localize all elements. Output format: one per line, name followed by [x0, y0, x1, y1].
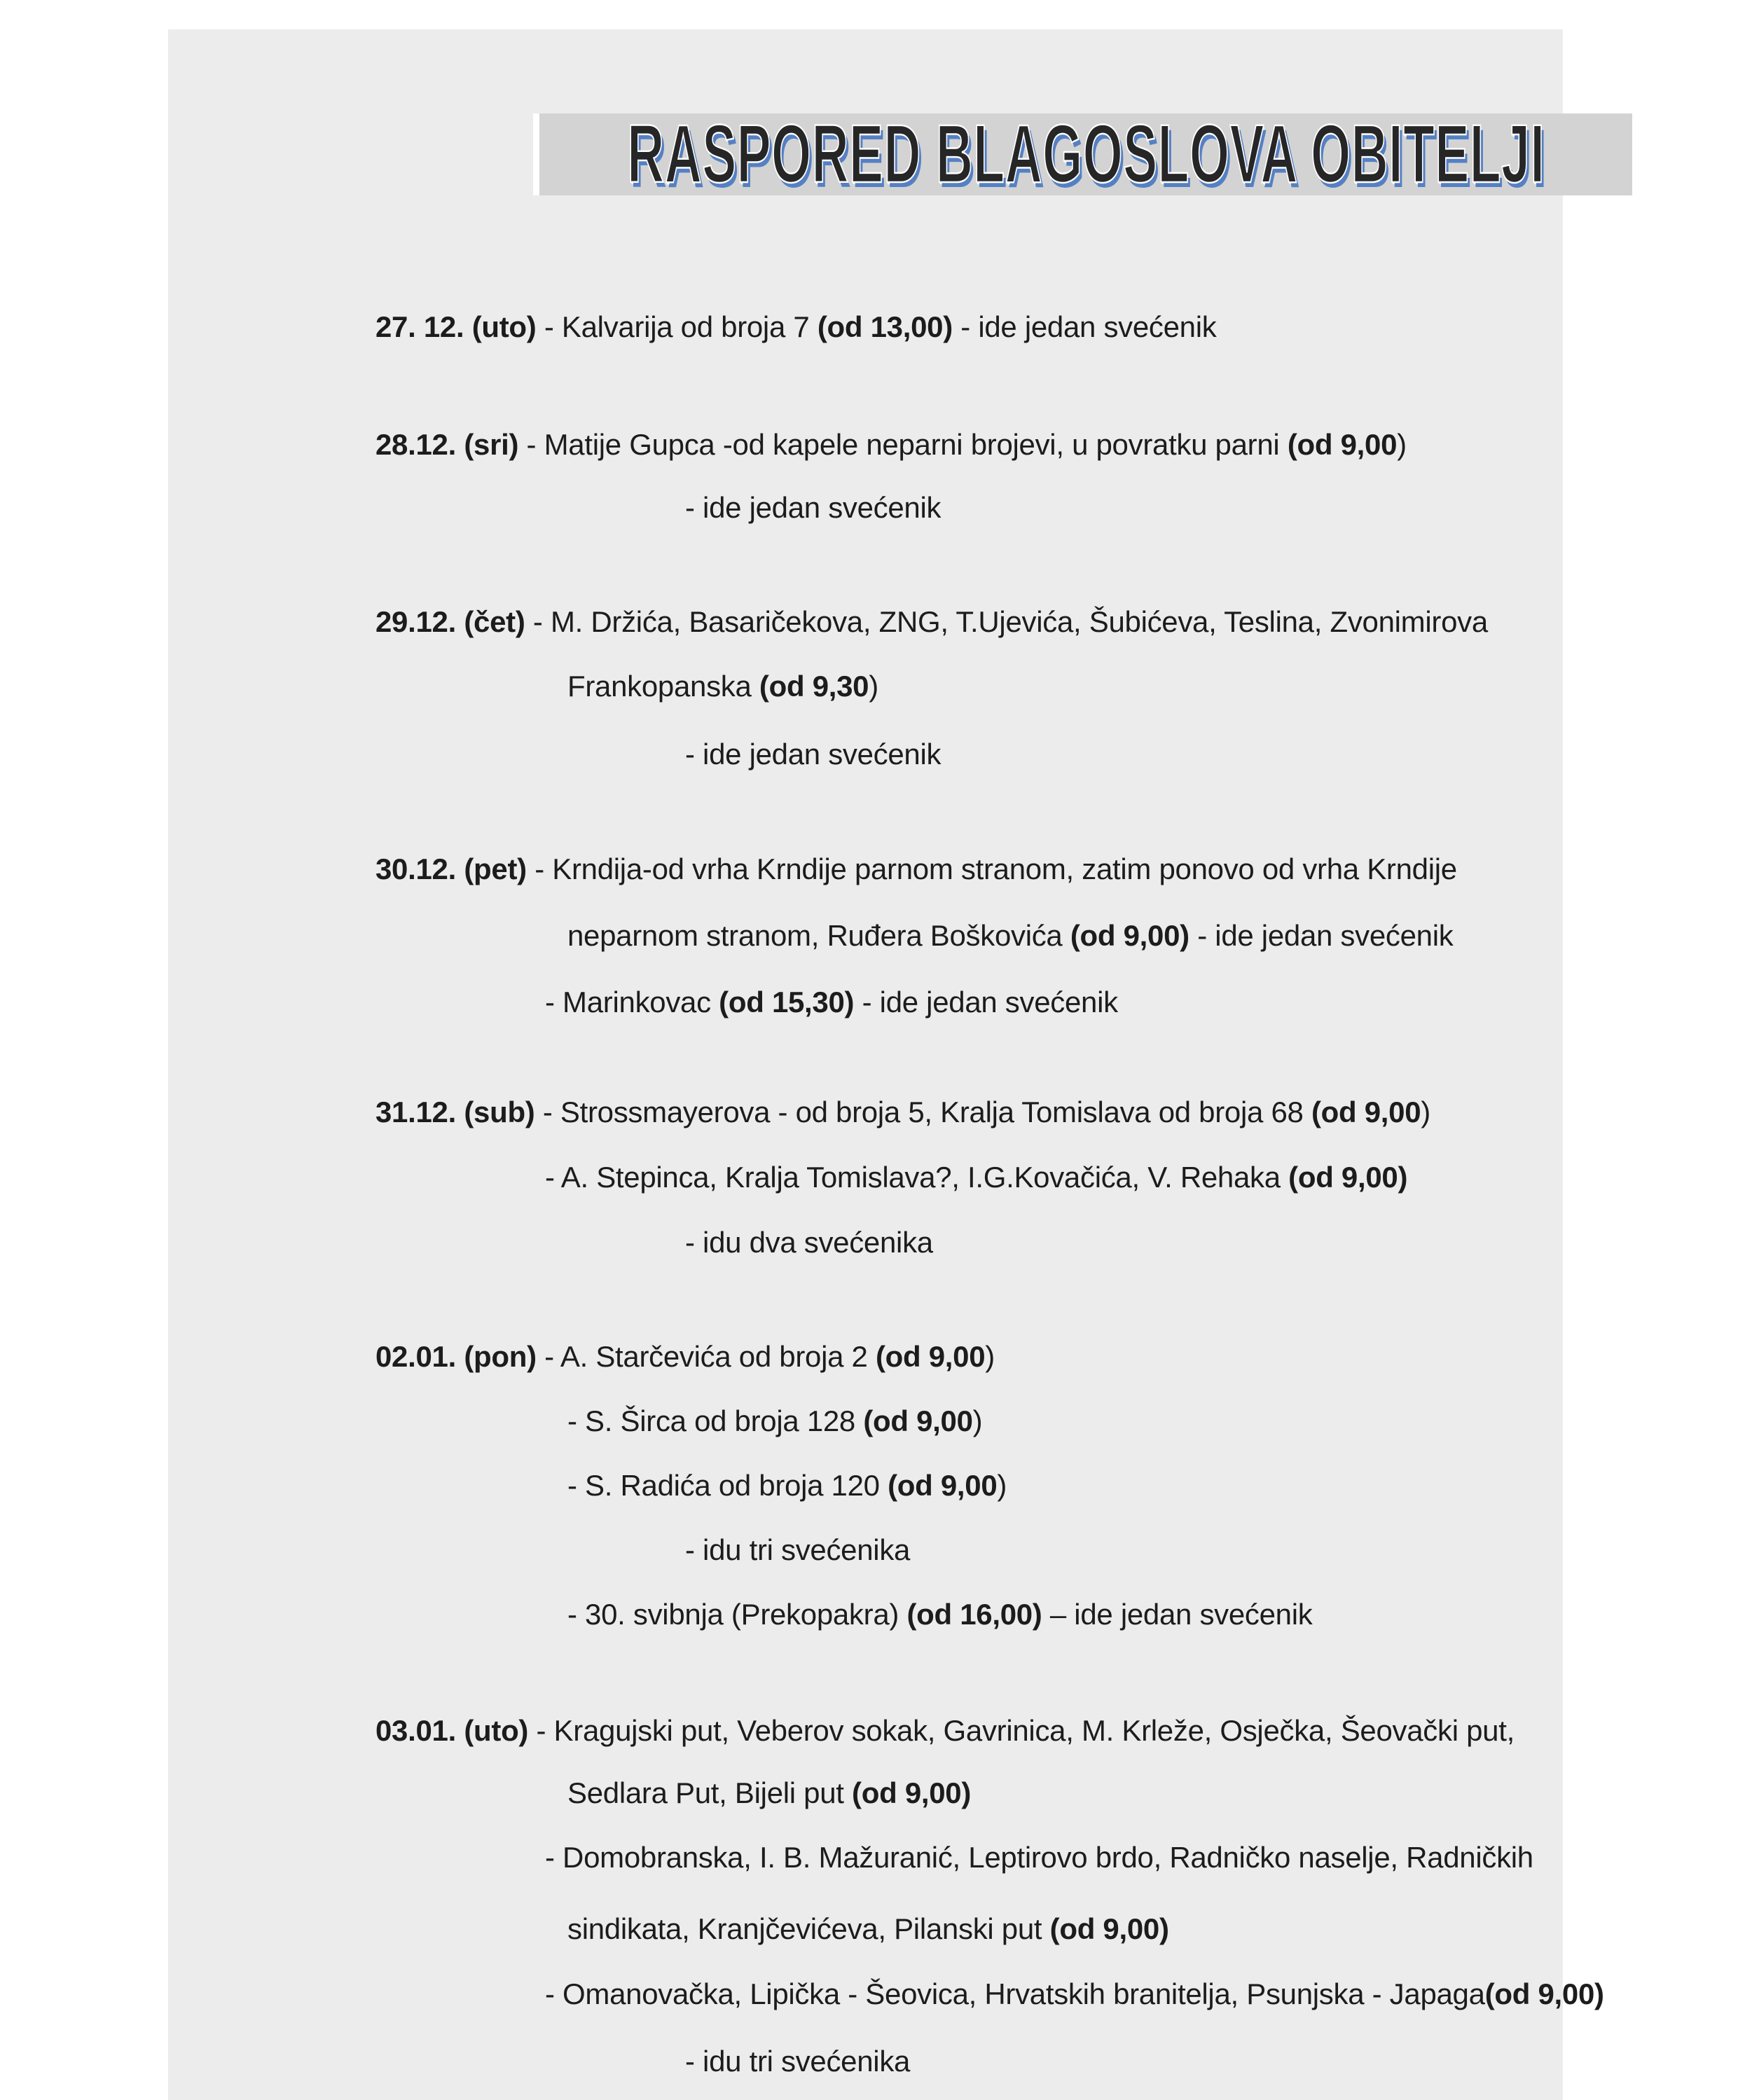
text-segment: - Kalvarija od broja 7 — [536, 310, 818, 343]
text-segment: - Matije Gupca -od kapele neparni brojevi, u povratku parni — [518, 428, 1288, 461]
text-segment: Frankopanska — [567, 670, 759, 703]
text-segment: - Krndija-od vrha Krndije parnom stranom, zatim ponovo od vrha Krndije — [526, 852, 1457, 885]
schedule-line — [375, 420, 1407, 469]
text-segment: - S. Širca od broja 128 — [567, 1404, 864, 1437]
schedule-line — [375, 845, 1457, 894]
text-segment: ) — [997, 1469, 1007, 1502]
schedule-line — [545, 1153, 1407, 1202]
text-segment: ) — [869, 670, 878, 703]
time-bold-text: (od 9,00 — [1311, 1096, 1421, 1128]
text-segment: - ide jedan svećenik — [685, 738, 942, 771]
text-segment: - ide jedan svećenik — [952, 310, 1217, 343]
time-bold-text: (od 9,00 — [1287, 428, 1398, 461]
schedule-line — [567, 1397, 982, 1446]
text-segment: - A. Stepinca, Kralja Tomislava?, I.G.Kovačića, V. Rehaka — [545, 1161, 1289, 1194]
text-segment: - ide jedan svećenik — [685, 491, 942, 524]
text-segment: - idu tri svećenika — [685, 1533, 911, 1566]
schedule-line — [567, 1905, 1169, 1954]
time-bold-text: 30.12. (pet) — [375, 852, 527, 885]
time-bold-text: (od 9,00 — [888, 1469, 998, 1502]
schedule-line — [545, 978, 1118, 1027]
document-title: RASPORED BLAGOSLOVA OBITELJI — [627, 108, 1545, 200]
schedule-line — [567, 1461, 1007, 1510]
time-bold-text: 31.12. (sub) — [375, 1096, 535, 1128]
time-bold-text: (od 15,30) — [719, 986, 855, 1018]
text-segment: - idu dva svećenika — [685, 1226, 933, 1259]
text-segment: Sedlara Put, Bijeli put — [567, 1776, 853, 1809]
text-segment: - A. Starčevića od broja 2 — [536, 1340, 876, 1373]
text-segment: - S. Radića od broja 120 — [567, 1469, 888, 1502]
schedule-line — [375, 1088, 1430, 1137]
time-bold-text: 27. 12. (uto) — [375, 310, 537, 343]
text-segment: neparnom stranom, Ruđera Boškovića — [567, 919, 1070, 952]
schedule-line — [375, 597, 1488, 647]
schedule-line — [545, 1970, 1604, 2019]
text-segment: - Marinkovac — [545, 986, 719, 1018]
time-bold-text: (od 9,00) — [1484, 1977, 1604, 2010]
text-segment: - M. Držića, Basaričekova, ZNG, T.Ujevića, Šubićeva, Teslina, Zvonimirova — [525, 605, 1488, 638]
time-bold-text: (od 9,00) — [852, 1776, 972, 1809]
text-segment: - Omanovačka, Lipička - Šeovica, Hrvatskih branitelja, Psunjska - Japaga — [545, 1977, 1485, 2010]
text-segment: – ide jedan svećenik — [1042, 1598, 1313, 1631]
time-bold-text: (od 9,00 — [863, 1404, 973, 1437]
schedule-line — [375, 1706, 1515, 1755]
text-segment: - 30. svibnja (Prekopakra) — [567, 1598, 907, 1631]
text-segment: ) — [1397, 428, 1407, 461]
text-segment: - ide jedan svećenik — [854, 986, 1118, 1018]
time-bold-text: (od 9,00) — [1288, 1161, 1408, 1194]
time-bold-text: (od 9,30 — [759, 670, 869, 703]
text-segment: - idu tri svećenika — [685, 2045, 911, 2078]
time-bold-text: (od 9,00) — [1049, 1912, 1169, 1945]
content-area — [168, 29, 1604, 2100]
time-bold-text: (od 16,00) — [906, 1598, 1042, 1631]
schedule-line — [545, 1833, 1533, 1882]
schedule-line — [685, 1218, 933, 1267]
schedule-line — [567, 911, 1453, 960]
text-segment: - Strossmayerova - od broja 5, Kralja Tomislava od broja 68 — [534, 1096, 1311, 1128]
text-segment: - Kragujski put, Veberov sokak, Gavrinica, M. Krleže, Osječka, Šeovački put, — [528, 1714, 1515, 1747]
time-bold-text: 29.12. (čet) — [375, 605, 525, 638]
schedule-line — [685, 1526, 910, 1575]
text-segment: sindikata, Kranjčevićeva, Pilanski put — [567, 1912, 1050, 1945]
schedule-line — [685, 483, 941, 532]
schedule-line — [375, 1332, 995, 1381]
text-segment: ) — [1421, 1096, 1430, 1128]
text-segment: ) — [985, 1340, 995, 1373]
text-segment: ) — [972, 1404, 983, 1437]
schedule-line — [567, 1590, 1312, 1639]
schedule-line — [567, 1769, 971, 1818]
schedule-line — [375, 303, 1216, 352]
time-bold-text: 03.01. (uto) — [375, 1714, 529, 1747]
schedule-line — [685, 730, 941, 779]
time-bold-text: 28.12. (sri) — [375, 428, 519, 461]
title-banner — [533, 108, 1639, 200]
time-bold-text: (od 13,00) — [817, 310, 953, 343]
schedule-line — [567, 662, 878, 711]
text-segment: - Domobranska, I. B. Mažuranić, Leptirovo brdo, Radničko naselje, Radničkih — [545, 1841, 1533, 1874]
schedule-line — [685, 2037, 910, 2086]
time-bold-text: (od 9,00 — [875, 1340, 986, 1373]
text-segment: - ide jedan svećenik — [1189, 919, 1454, 952]
time-bold-text: 02.01. (pon) — [375, 1340, 537, 1373]
time-bold-text: (od 9,00) — [1070, 919, 1189, 952]
